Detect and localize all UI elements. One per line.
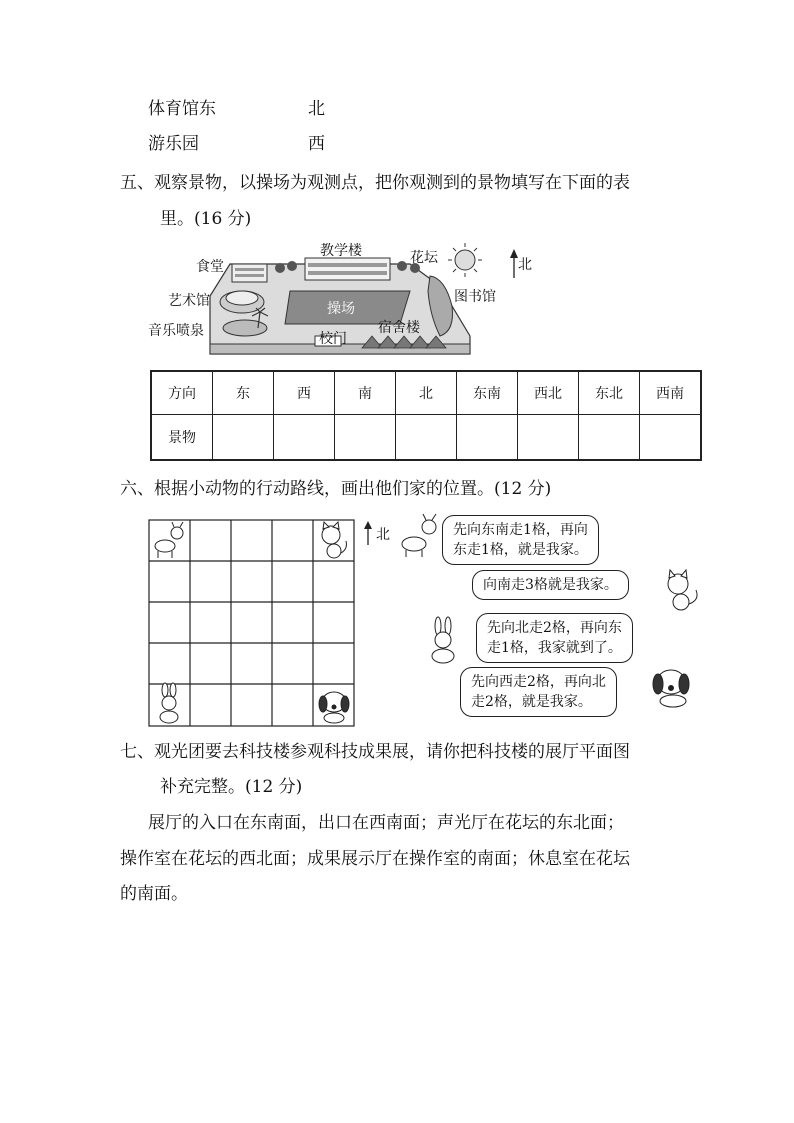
table-header-cell: 南 xyxy=(335,371,396,415)
row-dir-2: 西 xyxy=(308,134,325,154)
map-label-gate: 校门 xyxy=(319,331,347,347)
q7-para-line3: 的南面。 xyxy=(120,884,188,904)
map-label-playground: 操场 xyxy=(327,301,355,317)
table-header-cell: 西南 xyxy=(640,371,702,415)
goat-icon xyxy=(155,522,183,558)
rabbit-bubble-line1: 先向北走2格，再向东 xyxy=(487,620,622,636)
answer-cell[interactable] xyxy=(640,415,702,461)
dog-speech-bubble xyxy=(460,667,617,717)
row-dir-1: 北 xyxy=(308,99,325,119)
goat-icon xyxy=(396,512,442,558)
q7-para-line2: 操作室在花坛的西北面；成果展示厅在操作室的南面；休息室在花坛 xyxy=(120,849,630,869)
cat-icon xyxy=(322,522,346,558)
answer-cell[interactable] xyxy=(579,415,640,461)
row-name-2: 游乐园 xyxy=(148,134,199,154)
animal-grid[interactable] xyxy=(148,519,356,728)
row-name-1: 体育馆东 xyxy=(148,99,216,119)
map-label-canteen: 食堂 xyxy=(196,259,224,275)
table-header-cell: 西 xyxy=(274,371,335,415)
table-header-cell: 东南 xyxy=(457,371,518,415)
map-label-flowerbed: 花坛 xyxy=(410,250,438,266)
answer-cell[interactable] xyxy=(518,415,579,461)
answer-cell[interactable] xyxy=(396,415,457,461)
table-header-cell: 西北 xyxy=(518,371,579,415)
map-label-dorm: 宿舍楼 xyxy=(378,320,420,336)
dog-bubble-line1: 先向西走2格，再向北 xyxy=(471,674,606,690)
q7-title-line1: 七、观光团要去科技楼参观科技成果展，请你把科技楼的展厅平面图 xyxy=(120,742,630,762)
answer-cell[interactable] xyxy=(274,415,335,461)
answer-cell[interactable] xyxy=(457,415,518,461)
map-label-fountain: 音乐喷泉 xyxy=(148,323,204,339)
dog-icon xyxy=(319,692,349,723)
cat-bubble-line1: 向南走3格就是我家。 xyxy=(483,577,618,593)
rabbit-icon xyxy=(160,683,178,723)
table-header-cell: 东 xyxy=(213,371,274,415)
q5-title-line1: 五、观察景物，以操场为观测点，把你观测到的景物填写在下面的表 xyxy=(120,173,630,193)
rabbit-icon xyxy=(424,616,464,664)
map-label-teaching: 教学楼 xyxy=(320,243,362,259)
cat-speech-bubble xyxy=(472,570,629,600)
table-header-cell: 北 xyxy=(396,371,457,415)
map-label-art: 艺术馆 xyxy=(168,293,210,309)
map-label-library: 图书馆 xyxy=(454,289,496,305)
dog-icon xyxy=(646,662,696,710)
answer-cell[interactable] xyxy=(213,415,274,461)
north-arrow-icon xyxy=(362,520,374,546)
table-answer-row xyxy=(151,415,701,461)
direction-table xyxy=(150,370,702,461)
q7-para-line1: 展厅的入口在东南面，出口在西南面；声光厅在花坛的东北面； xyxy=(148,813,624,833)
table-row-label: 景物 xyxy=(151,415,213,461)
table-header-cell: 东北 xyxy=(579,371,640,415)
dog-bubble-line2: 走2格，就是我家。 xyxy=(471,694,592,710)
q7-title-line2: 补充完整。(12 分) xyxy=(160,777,303,797)
goat-bubble-line2: 东走1格，就是我家。 xyxy=(453,542,588,558)
rabbit-bubble-line2: 走1格，我家就到了。 xyxy=(487,640,622,656)
table-header-row xyxy=(151,371,701,415)
q5-title-line2: 里。(16 分) xyxy=(160,209,252,229)
q6-title: 六、根据小动物的行动路线，画出他们家的位置。(12 分) xyxy=(120,479,552,499)
goat-bubble-line1: 先向东南走1格，再向 xyxy=(453,522,588,538)
cat-icon xyxy=(660,568,704,614)
goat-speech-bubble xyxy=(442,515,599,565)
answer-cell[interactable] xyxy=(335,415,396,461)
rabbit-speech-bubble xyxy=(476,613,633,663)
q6-north-label: 北 xyxy=(376,527,390,543)
map-label-north: 北 xyxy=(518,257,532,273)
table-header-cell: 方向 xyxy=(151,371,213,415)
